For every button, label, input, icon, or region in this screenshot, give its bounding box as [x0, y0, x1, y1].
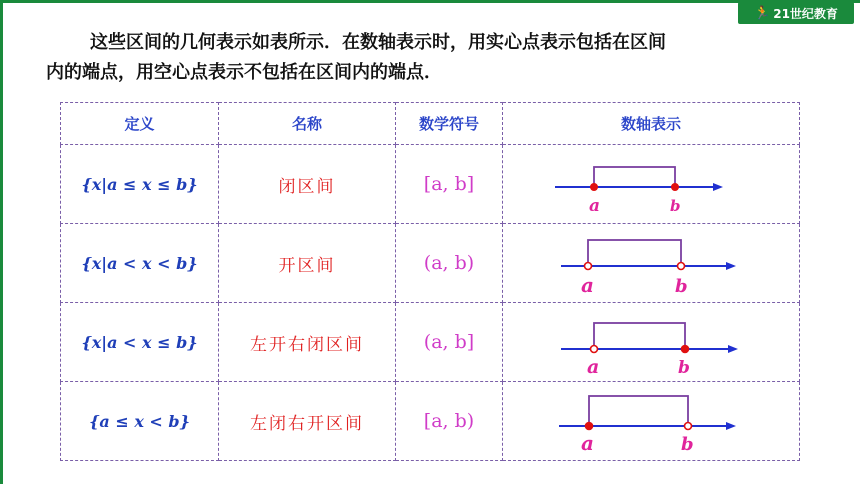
number-line-cell [503, 145, 800, 224]
table-row [61, 303, 800, 382]
endpoint-b-solid [681, 345, 689, 353]
definition-cell: {x|a ≤ x ≤ b} [61, 145, 219, 224]
symbol-cell: (a, b] [396, 303, 503, 382]
symbol-cell: [a, b) [396, 382, 503, 461]
name-cell: 左开右闭区间 [219, 303, 396, 382]
interval-bracket [588, 240, 681, 266]
definition-cell: {a ≤ x < b} [61, 382, 219, 461]
runner-icon: 🏃 [754, 5, 771, 21]
label-a: a [587, 356, 600, 378]
header-symbol: 数学符号 [396, 103, 503, 145]
interval-bracket [589, 396, 688, 426]
interval-bracket [594, 167, 675, 187]
number-line-closed [503, 145, 799, 223]
header-row [61, 103, 800, 145]
definition-cell: {x|a < x < b} [61, 224, 219, 303]
label-a: a [589, 196, 601, 216]
endpoint-b-solid [672, 184, 679, 191]
axis-arrow-icon [728, 345, 738, 353]
top-accent-bar [0, 0, 860, 3]
axis-arrow-icon [726, 422, 736, 430]
symbol-cell: [a, b] [396, 145, 503, 224]
table-row [61, 145, 800, 224]
endpoint-a-hollow [585, 263, 592, 270]
intro-line-1: 这些区间的几何表示如表所示．在数轴表示时，用实心点表示包括在区间 [90, 32, 666, 53]
endpoint-a-solid [591, 184, 598, 191]
number-line-cell [503, 224, 800, 303]
interval-table [60, 102, 800, 461]
label-b: b [670, 197, 681, 215]
number-line-cell [503, 303, 800, 382]
symbol-cell: (a, b) [396, 224, 503, 303]
header-definition: 定义 [61, 103, 219, 145]
endpoint-a-solid [585, 422, 593, 430]
label-a: a [581, 431, 594, 455]
endpoint-b-hollow [678, 263, 685, 270]
name-cell: 闭区间 [219, 145, 396, 224]
interval-bracket [594, 323, 685, 349]
header-number-line: 数轴表示 [503, 103, 800, 145]
axis-arrow-icon [726, 262, 736, 270]
number-line-cell [503, 382, 800, 461]
table-row [61, 382, 800, 461]
table-row [61, 224, 800, 303]
logo-text: 21世纪教育 [773, 6, 838, 21]
endpoint-a-hollow [591, 346, 598, 353]
label-b: b [681, 434, 694, 455]
number-line-right-open [503, 382, 799, 460]
axis-arrow-icon [713, 183, 723, 191]
label-b: b [678, 358, 690, 378]
brand-logo [738, 2, 854, 24]
left-accent-bar [0, 0, 3, 484]
number-line-open [503, 224, 799, 302]
intro-paragraph [46, 28, 826, 88]
name-cell: 开区间 [219, 224, 396, 303]
endpoint-b-hollow [685, 423, 692, 430]
header-name: 名称 [219, 103, 396, 145]
name-cell: 左闭右开区间 [219, 382, 396, 461]
number-line-left-open [503, 303, 799, 381]
label-a: a [581, 273, 594, 297]
definition-cell: {x|a < x ≤ b} [61, 303, 219, 382]
intro-line-2: 内的端点，用空心点表示不包括在区间内的端点． [46, 62, 442, 83]
label-b: b [675, 276, 688, 297]
